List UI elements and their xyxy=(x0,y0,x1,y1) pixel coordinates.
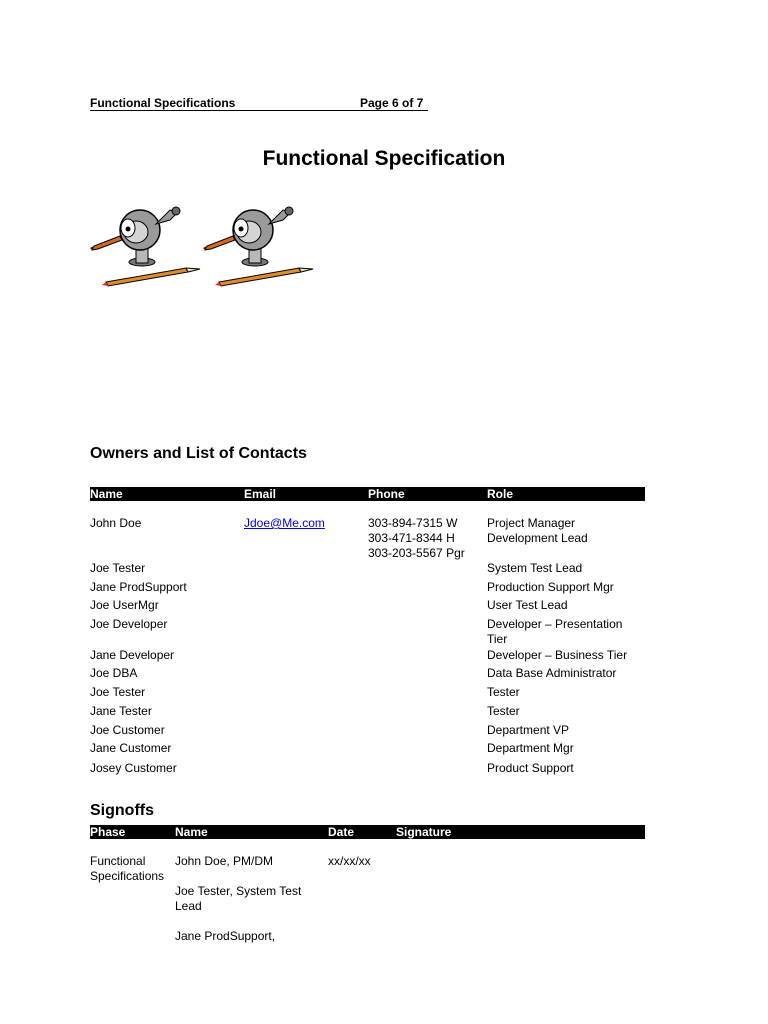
signoff-name xyxy=(175,929,275,944)
col-signature: Signature xyxy=(396,825,452,839)
signoff-name-line: Jane ProdSupport, xyxy=(175,929,276,943)
contact-role xyxy=(487,561,582,576)
contact-name: Jane Tester xyxy=(90,704,152,718)
role-line: Department Mgr xyxy=(487,741,574,755)
signoffs-heading: Signoffs xyxy=(90,802,154,819)
contact-role xyxy=(487,666,616,681)
role-line: Tester xyxy=(487,685,520,699)
contact-name: Josey Customer xyxy=(90,761,177,775)
header-page-number: Page 6 of 7 xyxy=(360,96,424,110)
contact-role xyxy=(487,617,622,647)
role-line: Department VP xyxy=(487,723,570,737)
col-signoff-name: Name xyxy=(175,825,208,839)
signoff-name xyxy=(175,884,301,914)
role-line: System Test Lead xyxy=(487,561,583,575)
col-role: Role xyxy=(487,487,514,501)
pencil-sharpener-icon xyxy=(90,207,200,286)
contact-name: Jane ProdSupport xyxy=(90,580,187,594)
role-line: Production Support Mgr xyxy=(487,580,614,594)
contacts-heading: Owners and List of Contacts xyxy=(90,445,307,462)
col-email: Email xyxy=(244,487,277,501)
signoff-date: xx/xx/xx xyxy=(328,854,371,868)
contact-email-link[interactable]: Jdoe@Me.com xyxy=(244,516,325,530)
contact-name: Joe Developer xyxy=(90,617,168,631)
role-line: Developer – Presentation xyxy=(487,617,623,631)
pencil-sharpener-icon xyxy=(203,207,313,286)
signoff-name-line: John Doe, PM/DM xyxy=(175,854,274,868)
contact-name: Joe Tester xyxy=(90,685,146,699)
col-phase: Phase xyxy=(90,825,126,839)
contact-name: Jane Developer xyxy=(90,648,175,662)
contact-name: Joe Customer xyxy=(90,723,165,737)
signoffs-table-header xyxy=(90,825,645,839)
contact-role xyxy=(487,516,588,546)
phone-line: 303-203-5567 Pgr xyxy=(368,546,465,560)
signoff-name-line: Joe Tester, System Test xyxy=(175,884,302,898)
role-line: Development Lead xyxy=(487,531,588,545)
contact-role xyxy=(487,580,614,595)
role-line: Tester xyxy=(487,704,520,718)
role-line: Data Base Administrator xyxy=(487,666,617,680)
role-line: Product Support xyxy=(487,761,574,775)
contact-role xyxy=(487,598,568,613)
page-header xyxy=(90,96,428,111)
contact-phone xyxy=(368,516,465,561)
col-phone: Phone xyxy=(368,487,405,501)
contact-role xyxy=(487,648,627,663)
role-line: Tier xyxy=(487,632,508,646)
contact-name: Joe UserMgr xyxy=(90,598,159,612)
role-line: Project Manager xyxy=(487,516,576,530)
contact-name: Joe Tester xyxy=(90,561,146,575)
document-title: Functional Specification xyxy=(262,147,506,170)
phone-line: 303-471-8344 H xyxy=(368,531,455,545)
signoff-name-line: Lead xyxy=(175,899,202,913)
contacts-table-header xyxy=(90,487,645,501)
col-date: Date xyxy=(328,825,355,839)
role-line: User Test Lead xyxy=(487,598,568,612)
phone-line: 303-894-7315 W xyxy=(368,516,458,530)
contact-name: John Doe xyxy=(90,516,142,530)
header-doc-title: Functional Specifications xyxy=(90,96,236,110)
signoffs-table xyxy=(90,825,645,943)
contact-name: Joe DBA xyxy=(90,666,138,680)
col-name: Name xyxy=(90,487,123,501)
contact-role xyxy=(487,741,574,756)
contacts-table xyxy=(90,487,645,775)
contact-role xyxy=(487,723,569,738)
signoff-name xyxy=(175,854,273,869)
contact-role xyxy=(487,704,520,719)
contact-name: Jane Customer xyxy=(90,741,172,755)
role-line: Developer – Business Tier xyxy=(487,648,628,662)
contact-role xyxy=(487,761,574,776)
phase-cell: Functional Specifications xyxy=(90,854,165,883)
clipart xyxy=(90,202,320,292)
contact-role xyxy=(487,685,520,700)
